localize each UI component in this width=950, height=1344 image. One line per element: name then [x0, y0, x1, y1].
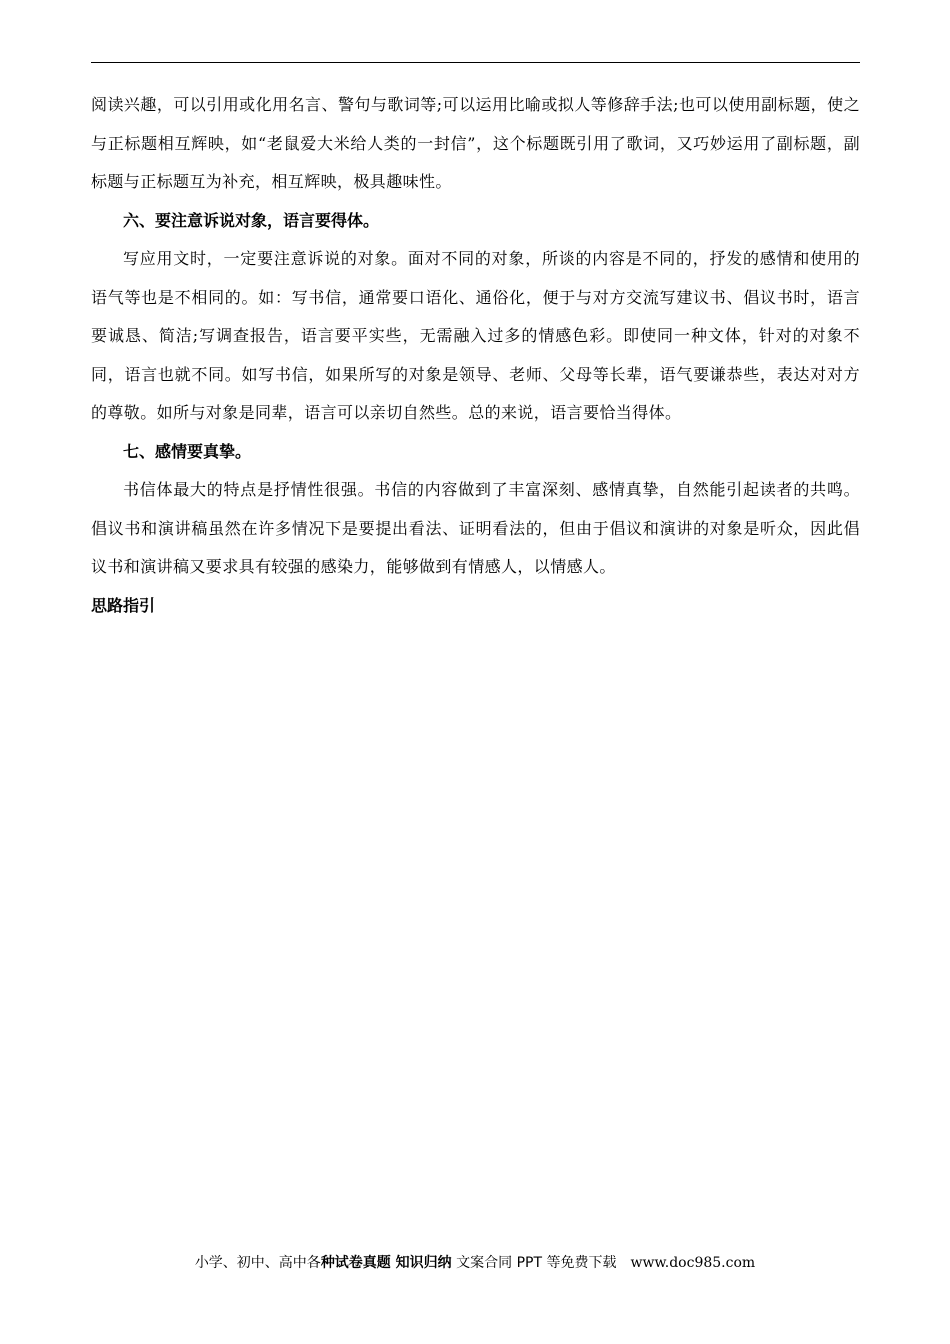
document-body — [91, 86, 860, 625]
section-heading-7: 七、感情要真挚。 — [123, 441, 252, 461]
header-rule — [91, 62, 860, 63]
paragraph-section-7: 书信体最大的特点是抒情性很强。书信的内容做到了丰富深刻、感情真挚，自然能引起读者的共鸣。倡议书和演讲稿虽然在许多情况下是要提出看法、证明看法的，但由于倡议和演讲的对象是听众，因此倡议书和演讲稿又要求具有较强的感染力，能够做到有情感人，以情感人。 — [91, 480, 860, 576]
section-heading-6: 六、要注意诉说对象，语言要得体。 — [123, 210, 380, 230]
footer-text-bold: 种试卷真题 知识归纳 — [320, 1255, 452, 1271]
footer-text-2: 文案合同 PPT 等免费下载 — [451, 1255, 617, 1271]
footer-url-link[interactable]: www.doc985.com — [630, 1255, 756, 1271]
heading-guide: 思路指引 — [91, 595, 156, 615]
paragraph-section-6: 写应用文时，一定要注意诉说的对象。面对不同的对象，所谈的内容是不同的，抒发的感情和使用的语气等也是不相同的。如：写书信，通常要口语化、通俗化，便于与对方交流写建议书、倡议书时，语言要诚恳、简洁;写调查报告，语言要平实些，无需融入过多的情感色彩。即使同一种文体，针对的对象不同，语言也就不同。如写书信，如果所写的对象是领导、老师、父母等长辈，语气要谦恭些，表达对对方的尊敬。如所与对象是同辈，语言可以亲切自然些。总的来说，语言要恰当得体。 — [91, 249, 860, 422]
paragraph-intro: 阅读兴趣，可以引用或化用名言、警句与歌词等;可以运用比喻或拟人等修辞手法;也可以使用副标题，使之与正标题相互辉映，如“老鼠爱大米给人类的一封信”，这个标题既引用了歌词，又巧妙运用了副标题，副标题与正标题互为补充，相互辉映，极具趣味性。 — [91, 95, 860, 191]
footer-text-1: 小学、初中、高中各 — [194, 1255, 321, 1271]
page-footer — [0, 1252, 950, 1272]
